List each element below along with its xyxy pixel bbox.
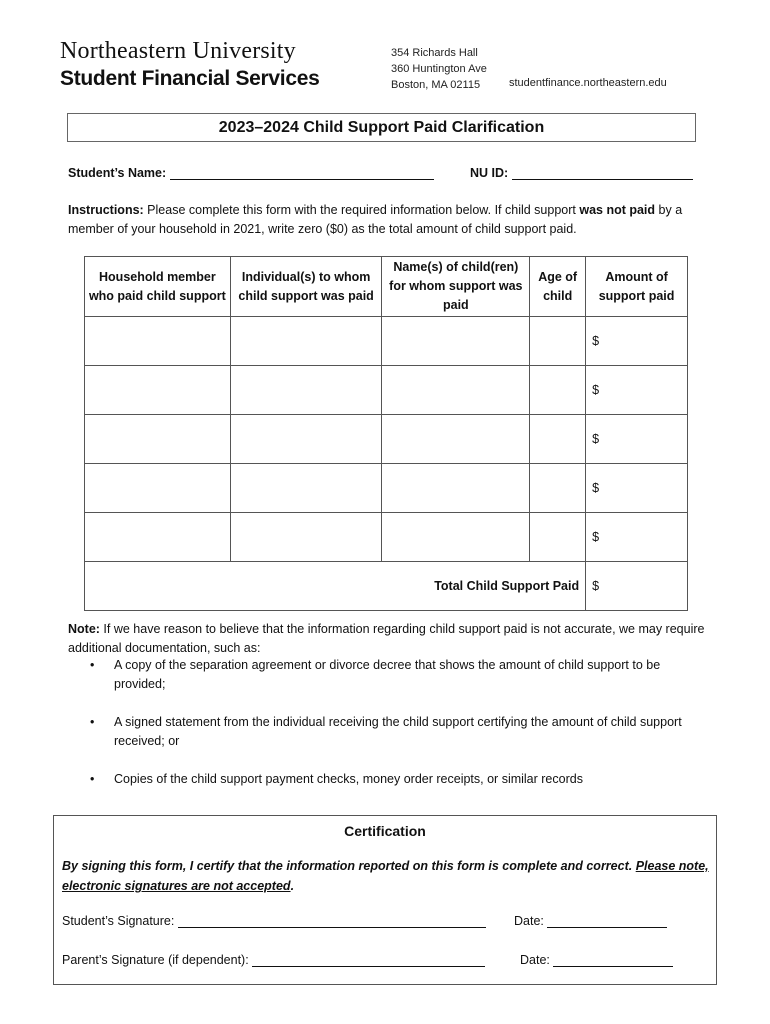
individual-paid-cell[interactable] xyxy=(230,415,382,464)
header-individual-paid: Individual(s) to whom child support was paid xyxy=(230,257,382,317)
header-children-names: Name(s) of child(ren) for whom support was paid xyxy=(382,257,530,317)
address-line-3: Boston, MA 02115 xyxy=(391,79,481,91)
list-item xyxy=(90,713,710,751)
student-date-field[interactable] xyxy=(547,914,667,928)
university-name: Northeastern University xyxy=(60,38,296,64)
student-name-row xyxy=(68,166,434,180)
children-names-cell[interactable] xyxy=(382,464,530,513)
child-support-table xyxy=(84,256,688,611)
address-line-1: 354 Richards Hall xyxy=(391,47,478,59)
list-item-text: Copies of the child support payment checks, money order receipts, or similar records xyxy=(114,772,583,786)
student-signature-field[interactable] xyxy=(178,914,486,928)
list-item xyxy=(90,656,710,694)
table-row xyxy=(85,317,688,366)
children-names-cell[interactable] xyxy=(382,317,530,366)
nuid-label: NU ID: xyxy=(470,166,509,180)
student-signature-label: Student’s Signature: xyxy=(62,914,175,928)
parent-date-row xyxy=(520,953,673,967)
total-row xyxy=(85,562,688,611)
note-label: Note: xyxy=(68,622,100,636)
age-cell[interactable] xyxy=(530,415,586,464)
header-amount: Amount of support paid xyxy=(586,257,688,317)
student-name-label: Student’s Name: xyxy=(68,166,167,180)
household-member-cell[interactable] xyxy=(85,415,231,464)
amount-cell[interactable]: $ xyxy=(586,513,688,562)
department-name: Student Financial Services xyxy=(60,67,320,90)
instructions-label: Instructions: xyxy=(68,203,144,217)
header-household-member: Household member who paid child support xyxy=(85,257,231,317)
student-name-field[interactable] xyxy=(170,166,434,180)
table-header-row xyxy=(85,257,688,317)
form-title: 2023–2024 Child Support Paid Clarification xyxy=(67,113,696,142)
total-amount-cell[interactable]: $ xyxy=(586,562,688,611)
address-line-2: 360 Huntington Ave xyxy=(391,63,487,75)
individual-paid-cell[interactable] xyxy=(230,317,382,366)
list-item-text: A signed statement from the individual receiving the child support certifying the amount of child support received; or xyxy=(114,715,682,748)
instructions-text-2: by a member of your household in 2021, write zero ($0) as the total amount of child support paid. xyxy=(68,203,683,236)
children-names-cell[interactable] xyxy=(382,415,530,464)
age-cell[interactable] xyxy=(530,513,586,562)
individual-paid-cell[interactable] xyxy=(230,513,382,562)
age-cell[interactable] xyxy=(530,317,586,366)
student-date-row xyxy=(514,914,667,928)
header-age: Age of child xyxy=(530,257,586,317)
list-item-text: A copy of the separation agreement or divorce decree that shows the amount of child support to be provided; xyxy=(114,658,661,691)
amount-cell[interactable]: $ xyxy=(586,464,688,513)
parent-signature-label: Parent’s Signature (if dependent): xyxy=(62,953,249,967)
parent-signature-row xyxy=(62,953,485,967)
certification-statement xyxy=(62,856,712,896)
household-member-cell[interactable] xyxy=(85,513,231,562)
instructions-bold: was not paid xyxy=(579,203,656,217)
documentation-list xyxy=(90,656,710,789)
bullet-icon: • xyxy=(90,658,95,672)
nuid-field[interactable] xyxy=(512,166,693,180)
amount-cell[interactable]: $ xyxy=(586,415,688,464)
individual-paid-cell[interactable] xyxy=(230,464,382,513)
parent-signature-field[interactable] xyxy=(252,953,485,967)
list-item xyxy=(90,770,710,789)
parent-date-label: Date: xyxy=(520,953,550,967)
household-member-cell[interactable] xyxy=(85,464,231,513)
certification-text: By signing this form, I certify that the information reported on this form is complete and correct. xyxy=(62,859,636,873)
individual-paid-cell[interactable] xyxy=(230,366,382,415)
household-member-cell[interactable] xyxy=(85,317,231,366)
amount-cell[interactable]: $ xyxy=(586,317,688,366)
certification-title: Certification xyxy=(344,823,426,839)
student-signature-row xyxy=(62,914,486,928)
table-row xyxy=(85,415,688,464)
nuid-row xyxy=(470,166,693,180)
certification-period: . xyxy=(290,879,295,893)
children-names-cell[interactable] xyxy=(382,513,530,562)
age-cell[interactable] xyxy=(530,366,586,415)
age-cell[interactable] xyxy=(530,464,586,513)
instructions xyxy=(68,201,708,239)
address-block xyxy=(391,45,487,93)
table-row xyxy=(85,464,688,513)
table-row xyxy=(85,366,688,415)
children-names-cell[interactable] xyxy=(382,366,530,415)
bullet-icon: • xyxy=(90,715,95,729)
note xyxy=(68,620,708,658)
website-link[interactable]: studentfinance.northeastern.edu xyxy=(509,77,667,89)
household-member-cell[interactable] xyxy=(85,366,231,415)
student-date-label: Date: xyxy=(514,914,544,928)
certification-underlined: Please note, electronic signatures are not accepted xyxy=(62,859,709,893)
note-text: If we have reason to believe that the information regarding child support paid is not accurate, we may require additional documentation, such as: xyxy=(68,622,705,655)
total-label: Total Child Support Paid xyxy=(85,562,586,611)
parent-date-field[interactable] xyxy=(553,953,673,967)
instructions-text-1: Please complete this form with the required information below. If child support xyxy=(143,203,580,217)
amount-cell[interactable]: $ xyxy=(586,366,688,415)
table-row xyxy=(85,513,688,562)
bullet-icon: • xyxy=(90,772,95,786)
